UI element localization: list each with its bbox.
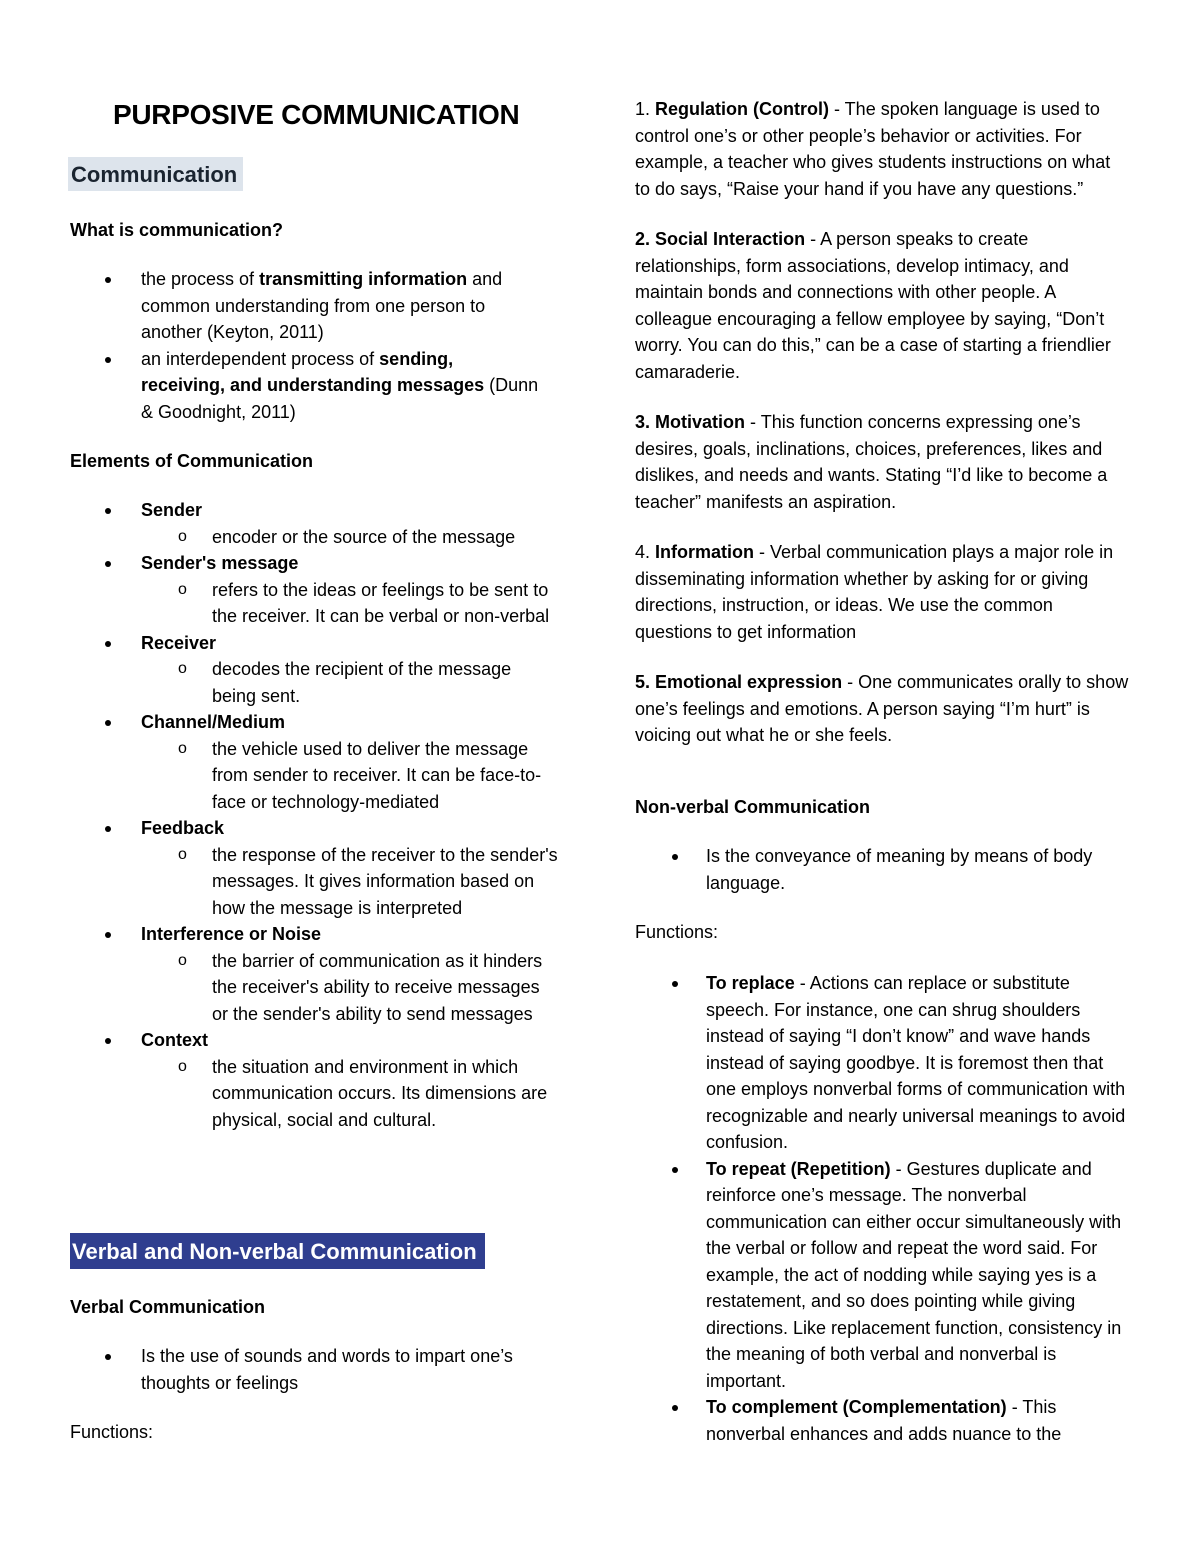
functions-label: Functions: [70,1422,154,1442]
nonverbal-def-list [635,843,1130,896]
circle-bullet-icon: o [178,1057,187,1075]
bullet-icon [105,932,111,938]
nonverbal-heading: Non-verbal Communication [635,797,871,817]
list-item: the process of transmitting information and common understanding from one person to another (Keyton, 2011) [70,266,540,346]
bullet-icon [105,1354,111,1360]
list-item: Sender's message o refers to the ideas or feelings to be sent to the receiver. It can be verbal or non-verbal [70,550,560,630]
bullet-icon [105,357,111,363]
section-heading-communication: Communication [68,157,243,191]
bullet-icon [105,508,111,514]
bullet-icon [672,1405,678,1411]
bullet-icon [105,277,111,283]
section-heading-verbal-nonverbal: Verbal and Non-verbal Communication [70,1233,485,1269]
verbal-functions [635,96,1130,773]
list-item: Receiver o decodes the recipient of the message being sent. [70,630,560,710]
verbal-function-item: 2. Social Interaction - A person speaks to create relationships, form associations, develop intimacy, and maintain bonds and connections with other people. A colleague encouraging a fellow employee by saying, “Don’t worry. You can do this,” can be a case of starting a friendlier camaraderie. [635,229,1111,382]
bullet-icon [672,1167,678,1173]
what-list [70,266,540,425]
circle-bullet-icon: o [178,580,187,598]
sub-item: o refers to the ideas or feelings to be sent to the receiver. It can be verbal or non-verbal [70,577,560,630]
list-item: To repeat (Repetition) - Gestures duplicate and reinforce one’s message. The nonverbal communication can either occur simultaneously with the verbal or follow and repeat the word said. For example, the act of nodding while saying yes is a restatement, and so does pointing while giving directions. Like replacement function, consistency in the meaning of both verbal and nonverbal is important. [635,1156,1130,1395]
sub-item: o encoder or the source of the message [70,524,560,551]
bullet-icon [105,641,111,647]
verbal-function-item: 1. Regulation (Control) - The spoken language is used to control one’s or other people’s behavior or activities. For example, a teacher who gives students instructions on what to do says, “Raise your hand if you have any questions.” [635,99,1111,199]
bullet-icon [105,1038,111,1044]
list-item: Feedback o the response of the receiver to the sender's messages. It gives information based on how the message is interpreted [70,815,560,921]
circle-bullet-icon: o [178,660,187,677]
document-title: PURPOSIVE COMMUNICATION [113,99,520,130]
list-item: Is the conveyance of meaning by means of body language. [635,843,1130,896]
sub-item: o the situation and environment in which communication occurs. Its dimensions are physical, social and cultural. [70,1054,560,1134]
functions-label: Functions: [635,922,719,942]
list-item: To replace - Actions can replace or substitute speech. For instance, one can shrug shoulders instead of saying “I don’t know” and wave hands instead of saying goodbye. It is foremost then that one employs nonverbal forms of communication with recognizable and nearly universal meanings to avoid confusion. [635,970,1130,1156]
circle-bullet-icon: o [178,951,187,969]
circle-bullet-icon: o [178,845,187,863]
list-item: Interference or Noise o the barrier of communication as it hinders the receiver's ability to receive messages or the sender's ability to send messages [70,921,560,1027]
list-item: Channel/Medium o the vehicle used to deliver the message from sender to receiver. It can be face-to-face or technology-mediated [70,709,560,815]
sub-item: o the barrier of communication as it hinders the receiver's ability to receive messages or the sender's ability to send messages [70,948,560,1028]
bullet-icon [672,854,678,860]
list-item: Sender o encoder or the source of the message [70,497,560,550]
sub-item: o the response of the receiver to the sender's messages. It gives information based on how the message is interpreted [70,842,560,922]
verbal-heading: Verbal Communication [70,1297,266,1317]
bullet-icon [105,826,111,832]
question-what-is-communication: What is communication? [70,220,284,240]
circle-bullet-icon: o [178,739,187,757]
circle-bullet-icon: o [178,527,187,545]
bullet-icon [105,561,111,567]
list-item: Is the use of sounds and words to impart one’s thoughts or feelings [70,1343,550,1396]
sub-item: o decodes the recipient of the message being sent. [70,656,560,709]
verbal-function-item: 3. Motivation - This function concerns expressing one’s desires, goals, inclinations, choices, preferences, likes and dislikes, and needs and wants. Stating “I’d like to become a teacher” manifests an aspiration. [635,412,1108,512]
verbal-function-item: 4. Information - Verbal communication plays a major role in disseminating information whether by asking for or giving directions, instruction, or ideas. We use the common questions to get information [635,542,1114,642]
verbal-def-list [70,1343,550,1396]
elements-heading: Elements of Communication [70,451,314,471]
nonverbal-functions-list [635,970,1130,1447]
verbal-function-item: 5. Emotional expression - One communicates orally to show one’s feelings and emotions. A person saying “I’m hurt” is voicing out what he or she feels. [635,672,1129,745]
list-item: To complement (Complementation) - This nonverbal enhances and adds nuance to the [635,1394,1130,1447]
bullet-icon [672,981,678,987]
sub-item: o the vehicle used to deliver the message from sender to receiver. It can be face-to-face or technology-mediated [70,736,560,816]
elements-list [70,497,560,1133]
list-item: an interdependent process of sending, receiving, and understanding messages (Dunn & Goodnight, 2011) [70,346,540,426]
bullet-icon [105,720,111,726]
list-item: Context o the situation and environment in which communication occurs. Its dimensions are physical, social and cultural. [70,1027,560,1133]
